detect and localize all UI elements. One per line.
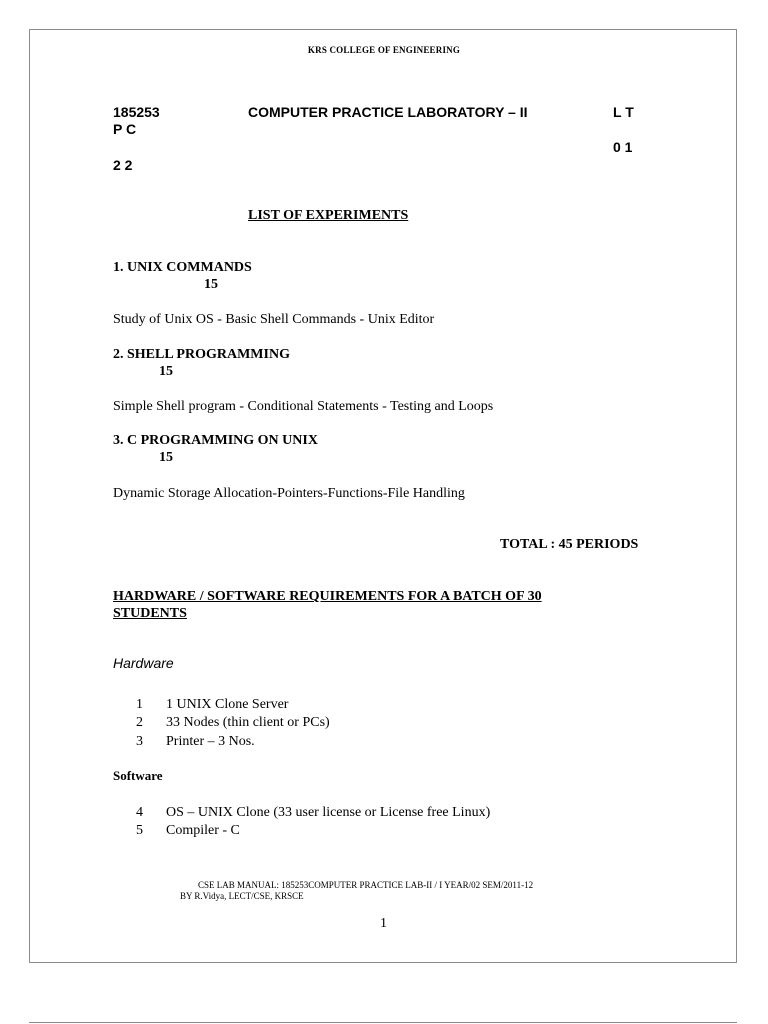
page-number: 1 <box>380 916 387 931</box>
course-code: 185253 <box>113 104 160 120</box>
experiment-title: 2. SHELL PROGRAMMING <box>113 347 290 362</box>
pc-label: P C <box>113 121 137 137</box>
lt-values: 0 1 <box>613 139 633 155</box>
experiment-title: 1. UNIX COMMANDS <box>113 260 252 275</box>
list-item-number: 4 <box>136 805 143 820</box>
lt-label: L T <box>613 104 634 120</box>
footer-line2: BY R.Vidya, LECT/CSE, KRSCE <box>180 891 304 901</box>
total-periods: TOTAL : 45 PERIODS <box>500 537 639 552</box>
list-item: Printer – 3 Nos. <box>166 734 255 749</box>
course-title: COMPUTER PRACTICE LABORATORY – II <box>248 104 528 120</box>
college-name: KRS COLLEGE OF ENGINEERING <box>307 45 461 55</box>
experiment-title: 3. C PROGRAMMING ON UNIX <box>113 433 318 448</box>
list-item: Compiler - C <box>166 823 240 838</box>
hardware-label: Hardware <box>113 655 174 671</box>
list-item: 33 Nodes (thin client or PCs) <box>166 715 330 730</box>
footer-line1: CSE LAB MANUAL: 185253COMPUTER PRACTICE LAB-II / I YEAR/02 SEM/2011-12 <box>198 880 534 890</box>
experiment-description: Study of Unix OS - Basic Shell Commands - Unix Editor <box>113 312 435 327</box>
bottom-divider <box>29 1022 737 1023</box>
pc-values: 2 2 <box>113 157 133 173</box>
requirements-title-line2: STUDENTS <box>113 606 187 621</box>
requirements-title-line1: HARDWARE / SOFTWARE REQUIREMENTS FOR A BATCH OF 30 <box>113 589 542 604</box>
list-title: LIST OF EXPERIMENTS <box>248 208 409 223</box>
list-item: OS – UNIX Clone (33 user license or License free Linux) <box>166 805 491 820</box>
list-item-number: 5 <box>136 823 143 838</box>
experiment-description: Simple Shell program - Conditional Statements - Testing and Loops <box>113 399 494 414</box>
experiment-periods: 15 <box>159 364 173 379</box>
software-label: Software <box>113 768 163 783</box>
experiment-periods: 15 <box>204 277 218 292</box>
list-item: 1 UNIX Clone Server <box>166 697 289 712</box>
experiment-periods: 15 <box>159 450 173 465</box>
experiment-description: Dynamic Storage Allocation-Pointers-Functions-File Handling <box>113 486 465 501</box>
list-item-number: 2 <box>136 715 143 730</box>
list-item-number: 1 <box>136 697 143 712</box>
list-item-number: 3 <box>136 734 143 749</box>
